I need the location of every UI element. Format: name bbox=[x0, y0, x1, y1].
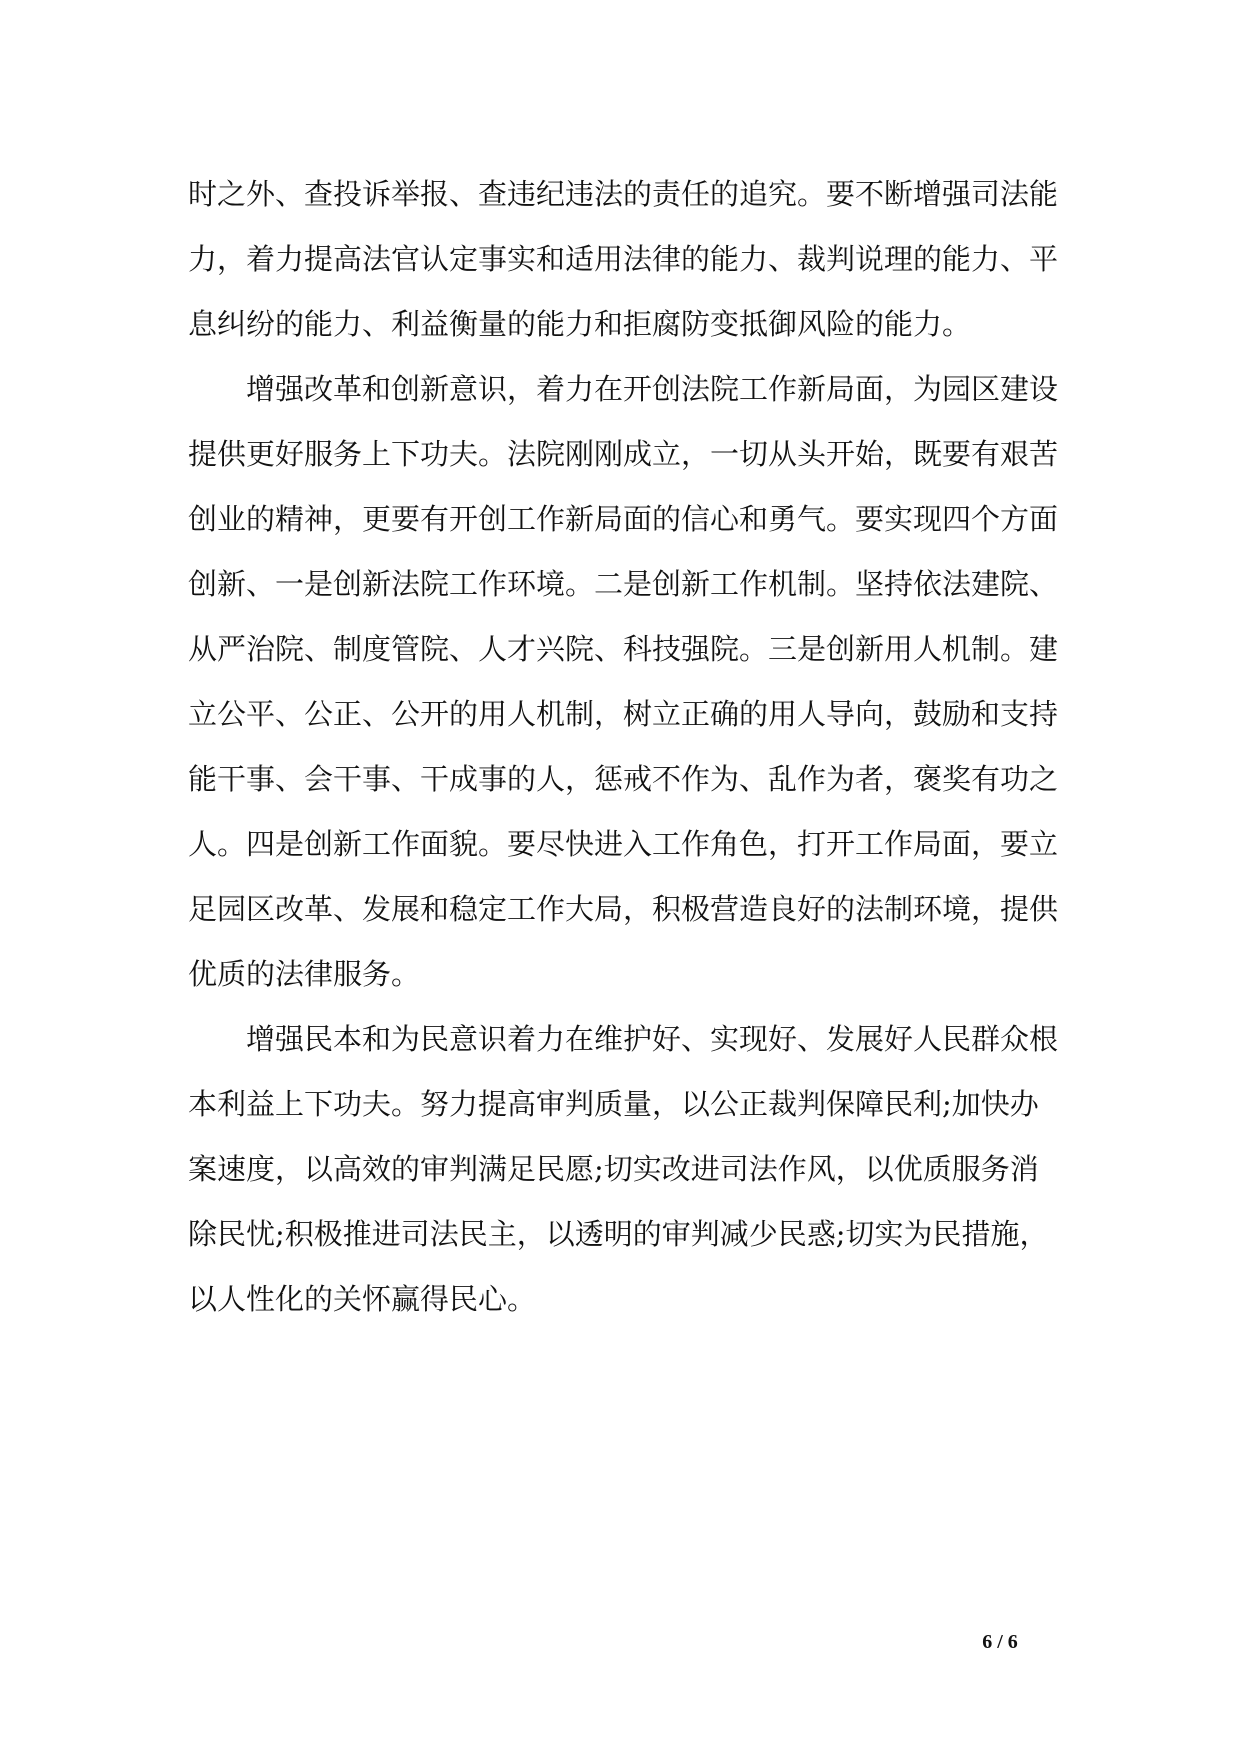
text-line: 能干事、会干事、干成事的人，惩戒不作为、乱作为者，褒奖有功之 bbox=[188, 762, 1059, 796]
text-line: 创业的精神，更要有开创工作新局面的信心和勇气。要实现四个方面 bbox=[188, 502, 1059, 536]
document-body bbox=[188, 162, 1059, 1332]
text-line: 创新、一是创新法院工作环境。二是创新工作机制。坚持依法建院、 bbox=[188, 567, 1059, 601]
text-line: 案速度，以高效的审判满足民愿;切实改进司法作风，以优质服务消 bbox=[188, 1152, 1039, 1186]
text-line: 优质的法律服务。 bbox=[188, 957, 421, 991]
text-line: 以人性化的关怀赢得民心。 bbox=[188, 1282, 537, 1316]
text-line: 息纠纷的能力、利益衡量的能力和拒腐防变抵御风险的能力。 bbox=[188, 307, 972, 341]
text-line: 时之外、查投诉举报、查违纪违法的责任的追究。要不断增强司法能 bbox=[188, 177, 1059, 211]
text-line: 从严治院、制度管院、人才兴院、科技强院。三是创新用人机制。建 bbox=[188, 632, 1059, 666]
text-line: 除民忧;积极推进司法民主，以透明的审判减少民惑;切实为民措施， bbox=[188, 1217, 1049, 1251]
page-number: 6 / 6 bbox=[982, 1631, 1018, 1653]
text-line: 提供更好服务上下功夫。法院刚刚成立，一切从头开始，既要有艰苦 bbox=[188, 437, 1059, 471]
text-line: 足园区改革、发展和稳定工作大局，积极营造良好的法制环境，提供 bbox=[188, 892, 1059, 926]
text-line: 本利益上下功夫。努力提高审判质量，以公正裁判保障民利;加快办 bbox=[188, 1087, 1039, 1121]
text-line: 立公平、公正、公开的用人机制，树立正确的用人导向，鼓励和支持 bbox=[188, 697, 1059, 731]
text-line: 人。四是创新工作面貌。要尽快进入工作角色，打开工作局面，要立 bbox=[188, 827, 1059, 861]
text-line: 力，着力提高法官认定事实和适用法律的能力、裁判说理的能力、平 bbox=[188, 242, 1059, 276]
text-line: 增强民本和为民意识着力在维护好、实现好、发展好人民群众根 bbox=[188, 1022, 1059, 1056]
text-line: 增强改革和创新意识，着力在开创法院工作新局面，为园区建设 bbox=[188, 372, 1059, 406]
